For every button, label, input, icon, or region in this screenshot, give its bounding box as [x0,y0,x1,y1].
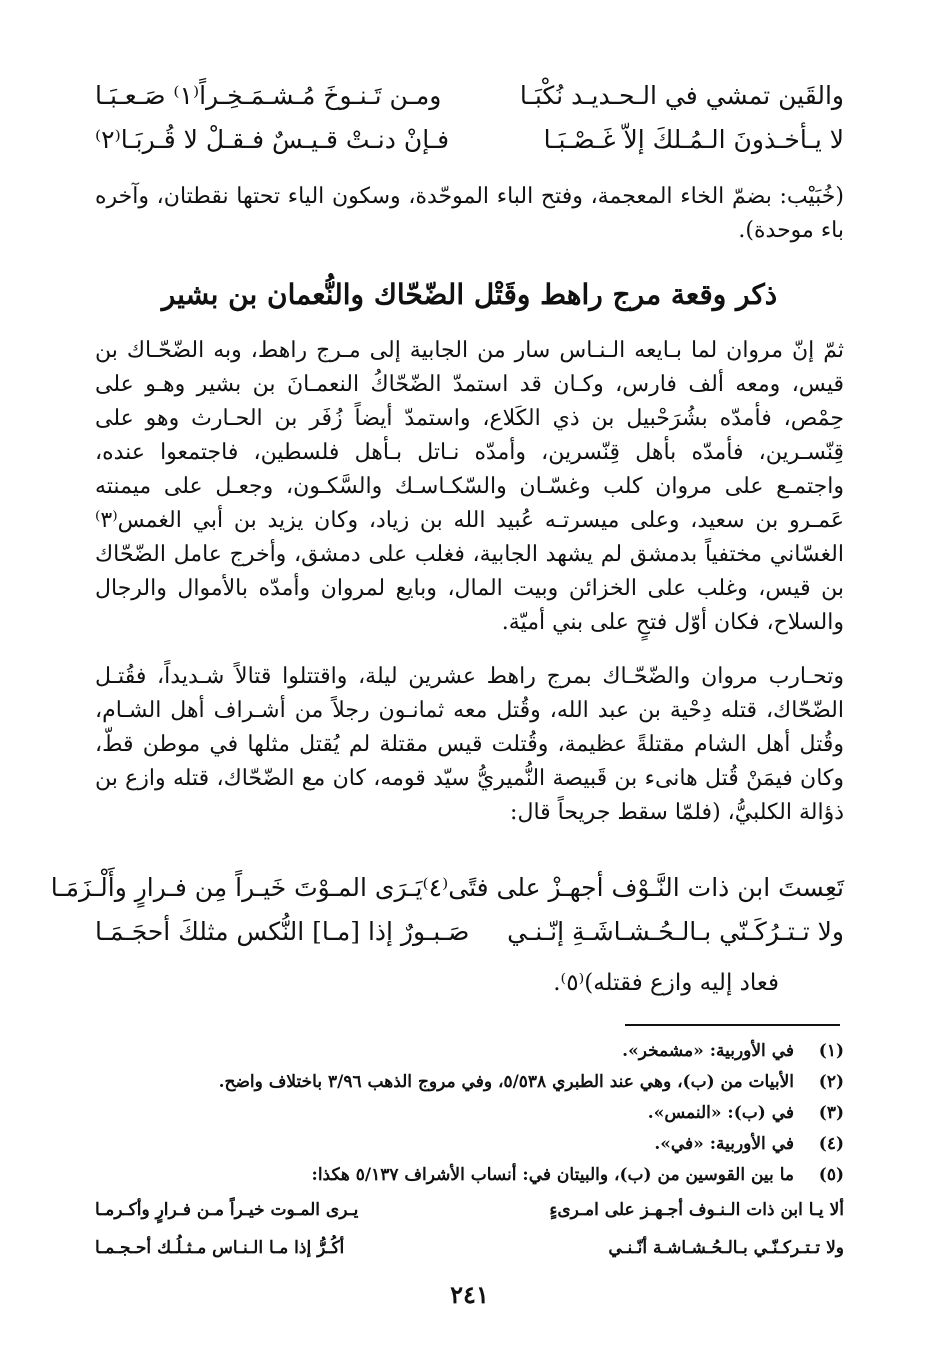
page-number: ٢٤١ [450,1280,489,1309]
footnote-number: (٣) [818,1103,844,1123]
hemistich-first: تَعِستَ ابن ذات النَّـوْف أجهـزْ على فتًى⁽٤⁾ [422,873,844,902]
footnote-divider [625,1024,840,1026]
hemistich-first: ولا تـتـركـنّـي بـالـحُـشـاشـة أنّـنـي [608,1238,844,1258]
verse-line [95,118,844,162]
poem-middle [50,866,844,954]
footnote-number: (٢) [818,1072,844,1092]
hemistich-first: والقَين تمشي في الـحـديـد نُكْبَـا [519,81,844,110]
footnote-verse [95,1229,844,1267]
verse-line [95,910,844,954]
footnotes [95,1036,844,1267]
hemistich-first: لا يـأخـذونَ الـمُـلكَ إلاّ غَـصْـبَـا [543,125,844,154]
hemistich-first: ولا تـتـرُكَـنّي بـالـحُـشـاشَـةِ إنّـنـي [507,917,844,946]
hemistich-second: صَـبـورٌ إذا [مـا] النُّكس مثلكَ أحجَـمَـا [95,917,470,946]
hemistich-second: يـرى المـوت خيـراً مـن فـرارٍ وأكـرمـا [95,1200,359,1220]
footnote-number: (٤) [818,1134,844,1154]
hemistich-second: يَـرَى المـوْتَ خَيـراً مِن فـرارٍ وأَلْـزَمَـا [50,873,423,902]
footnote-text: ما بين القوسين من (ب)، والبيتان في: أنساب الأشراف ٥/١٣٧ هكذا: [311,1165,794,1185]
footnote-number: (٥) [818,1165,844,1185]
footnote [95,1036,844,1067]
footnote-verse [95,1191,844,1229]
section-heading: ذكر وقعة مرج راهط وقَتْل الضّحّاك والنُّعمان بن بشير [161,278,778,311]
footnote [95,1160,844,1191]
hemistich-second: فـإنْ دنـتْ قـيـسٌ فـقـلْ لا قُـربَـا⁽٢⁾ [95,125,450,154]
footnote [95,1067,844,1098]
after-poem-line: فعاد إليه وازع فقتله)⁽٥⁾. [553,970,779,996]
footnote [95,1129,844,1160]
note-khubayb: (خُبَيْب: بضمّ الخاء المعجمة، وفتح الباء الموحّدة، وسكون الياء تحتها نقطتان، وآخره باء موحدة). [95,184,844,243]
hemistich-second: ومـن تَـنـوخَ مُـشـمَـخِـراً⁽١⁾ صَـعـبَـا [95,81,442,110]
verse-line [95,74,844,118]
footnote-number: (١) [818,1041,844,1061]
paragraph-2: وتحـارب مروان والضّحّـاك بمرج راهط عشرين ليلة، واقتتلوا قتالاً شـديداً، فقُتـل الضّحّاك، قتله دِحْية بن عبد الله، وقُتل معه ثمانـون رجلاً من أشـراف أهل الشـام، وقُتل أهل الشام مقتلةً عظيمة، وقُتلت قيس مقتلة لم يُقتل مثلها في موطن قطّ، وكان فيمَنْ قُتل هانىء بن قَبيصة النُّميريُّ سيّد قومه، كان مع الضّحّاك، قتله وازع بن ذؤالة الكلبيُّ، (فلمّا سقط جريحاً قال: [95,664,844,825]
footnote-text: في (ب): «النمس». [647,1103,794,1123]
footnote-text: الأبيات من (ب)، وهي عند الطبري ٥/٥٣٨، وفي مروج الذهب ٣/٩٦ باختلاف واضح. [218,1072,794,1092]
footnote-text: في الأوربية: «في». [654,1134,794,1154]
hemistich-second: أكُـرُّ إذا مـا الـنـاس مـثـلُـك أحـجـمـا [95,1238,345,1258]
hemistich-first: ألا يـا ابن ذات الـنـوف أجـهـز على امـرىءٍ [549,1200,844,1220]
paragraph-1: ثمّ إنّ مروان لما بـايعه الـنـاس سار من الجابية إلى مـرج راهط، وبه الضّحّـاك بن قيس، ومعه ألف فارس، وكـان قد استمدّ الضّحّاكُ النعمـانَ بن بشير وهـو على حِمْص، فأمدّه بشُرَحْبيل بن ذي الكَلاع، واستمدّ أيضاً زُفَر بن الحـارث وهو على قِنّسـرين، فأمدّه بأهل قِنّسرين، وأمدّه نـاتل بـأهل فلسطين، فاجتمعوا عنده، واجتمـع على مروان كلب وغسّـان والسّكـاسـك والسَّكـون، وجعـل على ميمنته عَمـرو بن سعيد، وعلى ميسرتـه عُبيد الله بن زياد، وكان يزيد بن أبي الغمس⁽٣⁾ الغسّاني مختفياً بدمشق لم يشهد الجابية، فغلب على دمشق، وأخرج عامل الضّحّاك بن قيس، وغلب على الخزائن وبيت المال، وبايع لمروان وأمدّه بالأموال والرجال والسلاح، فكان أوّل فتحٍ على بني أميّة. [95,338,844,635]
poem-top [95,74,844,162]
footnote-text: في الأوربية: «مشمخر». [622,1041,794,1061]
verse-line [50,866,844,910]
footnote [95,1098,844,1129]
